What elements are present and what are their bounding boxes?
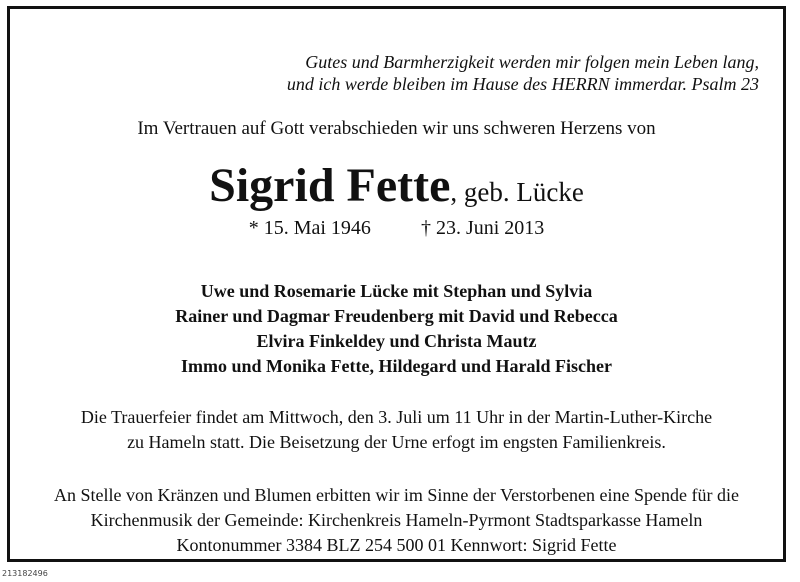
death-date: † 23. Juni 2013: [420, 217, 545, 239]
ad-reference-code: 213182496: [2, 569, 48, 578]
birth-name: , geb. Lücke: [450, 177, 584, 207]
funeral-info: [10, 405, 783, 455]
donation-line-1: An Stelle von Kränzen und Blumen erbitten wir im Sinne der Verstorbenen eine Spende für die: [54, 485, 739, 505]
funeral-info-line-1: Die Trauerfeier findet am Mittwoch, den 3. Juli um 11 Uhr in der Martin-Luther-Kirche: [80, 407, 713, 427]
intro-text: Im Vertrauen auf Gott verabschieden wir uns schweren Herzens von: [137, 118, 656, 139]
donation-line-3: Kontonummer 3384 BLZ 254 500 01 Kennwort: Sigrid Fette: [176, 535, 617, 555]
psalm-line-2: und ich werde bleiben im Hause des HERRN immerdar. Psalm 23: [286, 74, 759, 94]
donation-line-2: Kirchenmusik der Gemeinde: Kirchenkreis Hameln-Pyrmont Stadtsparkasse Hameln: [90, 510, 703, 530]
psalm-line-1: Gutes und Barmherzigkeit werden mir folgen mein Leben lang,: [305, 52, 759, 72]
mourner-line: Elvira Finkeldey und Christa Mautz: [256, 331, 537, 351]
mourner-line: Rainer und Dagmar Freudenberg mit David und Rebecca: [175, 306, 618, 326]
deceased-name: Sigrid Fette: [209, 159, 451, 212]
obituary-frame: [7, 6, 786, 562]
mourner-line: Uwe und Rosemarie Lücke mit Stephan und Sylvia: [200, 281, 593, 301]
psalm-quote: [287, 51, 759, 95]
life-dates: [10, 215, 783, 241]
donation-info: [10, 483, 783, 558]
mourner-line: Immo und Monika Fette, Hildegard und Harald Fischer: [180, 356, 612, 376]
birth-date: * 15. Mai 1946: [248, 217, 371, 239]
funeral-info-line-2: zu Hameln statt. Die Beisetzung der Urne erfogt im engsten Familienkreis.: [127, 432, 666, 452]
mourners-list: [10, 279, 783, 379]
